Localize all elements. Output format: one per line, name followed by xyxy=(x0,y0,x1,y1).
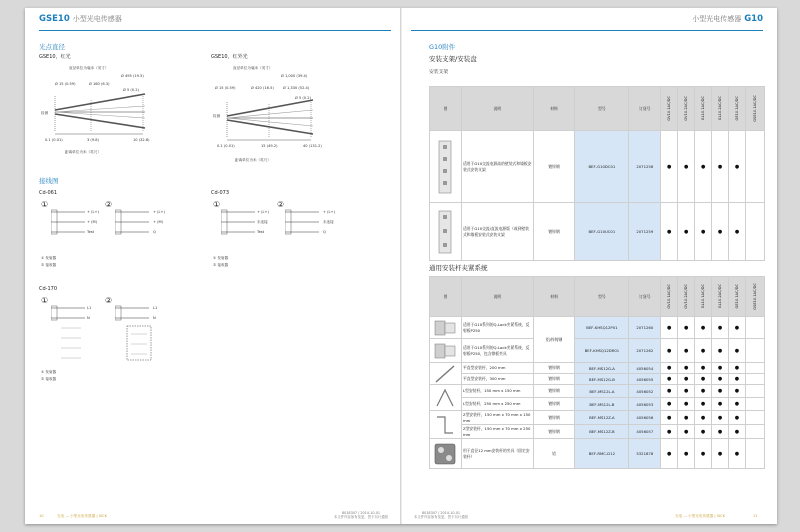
table2-variant-6-label: GSE10.1AC/DC xyxy=(752,282,757,310)
table1-row2-order: 2071259 xyxy=(629,203,661,261)
beam-b-dist-3: 40 (131.2) xyxy=(303,144,322,148)
wiring-cd061-d2-c: Q xyxy=(153,230,156,234)
table2-row4-dot-6 xyxy=(745,374,764,385)
table2-row7-order: 4056056 xyxy=(629,411,661,425)
table1-variant-2 xyxy=(678,87,695,131)
table2-variant-6 xyxy=(745,277,764,317)
table1-row1-dot-1: ● xyxy=(661,131,678,203)
table2-row9-image xyxy=(430,439,462,469)
table1-row1-dot-6 xyxy=(746,131,765,203)
beam-diagram-a-label: GSE10，红光 xyxy=(39,54,71,60)
wiring-cd170-d2-b: N xyxy=(153,316,156,320)
beam-a-value-1: Ø 15 (0.59) xyxy=(55,82,76,86)
table1-variant-6 xyxy=(746,87,765,131)
wiring-cd061-d1-b: + (M) xyxy=(87,220,98,224)
beam-a-dist-3: 10 (32.8) xyxy=(133,138,150,142)
table2-row9-dot-2: ● xyxy=(678,439,695,469)
table2-row4-desc: 平直型安装杆，300 mm xyxy=(461,374,533,385)
table2-row4-dot-1: ● xyxy=(661,374,678,385)
table2-row5-dot-4: ● xyxy=(712,385,729,398)
table1-variant-4 xyxy=(712,87,729,131)
table2-variant-3-label: GL10.1AC/DC xyxy=(701,283,706,309)
qlock-clamp-image-1 xyxy=(433,319,457,337)
table-row xyxy=(430,131,765,203)
right-footer-center-line2: 本文件内容如有变更，恕不另行通知 xyxy=(413,515,469,520)
qlock-clamp-image-2 xyxy=(433,342,457,360)
table2-row8-dot-2: ● xyxy=(678,425,695,439)
table1-variant-4-label: GL10.2AC/DC xyxy=(718,95,723,121)
beam-b-value-5: Ø 5 (0.2) xyxy=(295,96,311,100)
wiring-cd061-d2-b: + (M) xyxy=(153,220,164,224)
left-footer-center-line1: 8018307 / 2014-10-01 xyxy=(341,511,381,515)
right-footer-center xyxy=(401,511,481,520)
table1-row1-type: BEF-G10DC01 xyxy=(575,131,629,203)
wiring-cd170-diagram-1 xyxy=(51,304,91,368)
beam-diagram-a xyxy=(47,92,147,138)
wiring-cd170-legend-2: ② 接收器 xyxy=(41,377,57,381)
beam-a-dist-2: 3 (9.8) xyxy=(87,138,99,142)
table2-row3-dot-5: ● xyxy=(729,363,746,374)
left-footer-product-text: 光电 — 小型光电传感器 | SICK xyxy=(57,514,107,518)
right-footer-center-line1: 8018307 / 2014-10-01 xyxy=(421,511,461,515)
table2-row6-order: 4056053 xyxy=(629,398,661,411)
beam-a-bottom-caption: 距离单位为米（英尺） xyxy=(65,150,101,154)
table2-row5-dot-1: ● xyxy=(661,385,678,398)
table2-row3-order: 4056054 xyxy=(629,363,661,374)
l-rod-image xyxy=(433,386,457,410)
table2-row2-dot-6 xyxy=(745,339,764,363)
table2-row1-dot-4: ● xyxy=(712,317,729,339)
table1-row2-dot-5: ● xyxy=(729,203,746,261)
table2-row9-dot-3: ● xyxy=(695,439,712,469)
straight-rod-image xyxy=(433,364,457,384)
table2-row7-desc: Z型安装杆，150 mm x 70 mm x 150 mm xyxy=(461,411,533,425)
wiring-code-cd170: Cd-170 xyxy=(39,286,58,292)
table2-row7-dot-5: ● xyxy=(729,411,746,425)
table1-col-desc: 说明 xyxy=(461,87,533,131)
table1-variant-5 xyxy=(729,87,746,131)
table1-variant-3-label: GL10.1AC/DC xyxy=(701,95,706,121)
wiring-cd073-legend-2: ② 接收器 xyxy=(213,263,229,267)
table1-col-image: 图 xyxy=(430,87,462,131)
table2-row8-dot-4: ● xyxy=(712,425,729,439)
table-row xyxy=(430,339,765,363)
table-row xyxy=(430,203,765,261)
right-header-subtitle: 小型光电传感器 xyxy=(692,15,742,23)
table1-row2-dot-1: ● xyxy=(661,203,678,261)
table-row xyxy=(430,411,765,425)
section1-title: 安装支架/安装盘 xyxy=(429,55,477,63)
right-header-code: G10 xyxy=(744,14,763,24)
beam-b-dist-2: 15 (49.2) xyxy=(261,144,278,148)
table2-row1-dot-2: ● xyxy=(678,317,695,339)
table2-variant-3 xyxy=(695,277,712,317)
table2-row2-dot-2: ● xyxy=(678,339,695,363)
wiring-cd073-d2-c: Q xyxy=(323,230,326,234)
beam-a-value-3: Ø 495 (19.5) xyxy=(121,74,144,78)
wiring-code-cd061: Cd-061 xyxy=(39,190,58,196)
table2-col-material: 材料 xyxy=(533,277,575,317)
table2-row8-type: BEF-MS12Z-B xyxy=(575,425,629,439)
table1-row1-dot-5: ● xyxy=(729,131,746,203)
table2-row8-desc: Z型安装杆，150 mm x 70 mm x 250 mm xyxy=(461,425,533,439)
table1-row2-dot-2: ● xyxy=(678,203,695,261)
wiring-cd061-diagram-2 xyxy=(115,208,155,242)
right-footer-product-text: 光电 — 小型光电传感器 | SICK xyxy=(675,514,725,518)
accessories-label: G10附件 xyxy=(429,43,456,51)
table2-row2-dot-4: ● xyxy=(712,339,729,363)
table2-row5-dot-3: ● xyxy=(695,385,712,398)
beam-diagram-b xyxy=(219,98,315,144)
beam-section-title: 光点直径 xyxy=(39,43,65,51)
table1-row1-dot-3: ● xyxy=(695,131,712,203)
left-footer-center-line2: 本文件内容如有变更，恕不另行通知 xyxy=(333,515,389,520)
left-footer-page-number: 10 xyxy=(39,514,44,518)
table2-row6-desc: L型安装杆，250 mm x 250 mm xyxy=(461,398,533,411)
left-page xyxy=(25,8,401,524)
rod-clamp-image xyxy=(432,441,458,467)
table1-variant-1-label: GV10.1AC/DC xyxy=(667,95,672,121)
table1-row1-image xyxy=(430,131,462,203)
wiring-cd170-num1: ① xyxy=(41,296,49,305)
table2-rod-straight-image xyxy=(430,363,462,385)
beam-a-value-2: Ø 160 (6.3) xyxy=(89,82,110,86)
table2-row7-dot-2: ● xyxy=(678,411,695,425)
table2-row1-order: 2071260 xyxy=(629,317,661,339)
right-header-rule xyxy=(411,30,763,31)
wiring-cd073-d2-a: + (L+) xyxy=(323,210,335,214)
wiring-cd061-legend-1: ① 发射器 xyxy=(41,256,57,260)
table2-row4-dot-4: ● xyxy=(712,374,729,385)
right-footer-page-number: 11 xyxy=(753,514,758,518)
catalog-spread xyxy=(25,8,777,524)
table-row xyxy=(430,385,765,398)
table2-col-type: 型号 xyxy=(575,277,629,317)
wiring-cd061-d1-c: Test xyxy=(87,230,95,234)
table2-row5-material: 镀锌钢 xyxy=(533,385,575,398)
table2-row5-dot-6 xyxy=(745,385,764,398)
table2-row9-desc: 用于直径12 mm安装杆的夹具（固定安装杆） xyxy=(461,439,533,469)
beam-b-dist-1: 0.1 (0.01) xyxy=(217,144,235,148)
table1-col-order: 订货号 xyxy=(629,87,661,131)
table2-row6-dot-1: ● xyxy=(661,398,678,411)
table2-row6-material: 镀锌钢 xyxy=(533,398,575,411)
table2-row2-dot-5: ● xyxy=(729,339,746,363)
table2-variant-5-label: GE10.1AC/DC xyxy=(734,283,739,309)
table2-variant-4 xyxy=(712,277,729,317)
right-header xyxy=(692,14,763,28)
table2-row8-dot-3: ● xyxy=(695,425,712,439)
table2-row9-dot-6 xyxy=(745,439,764,469)
beam-b-bottom-caption: 距离单位为米（英尺） xyxy=(235,158,271,162)
table2-row8-order: 4056057 xyxy=(629,425,661,439)
wiring-cd073-diagram-1 xyxy=(221,208,261,242)
table2-row5-dot-5: ● xyxy=(729,385,746,398)
table1-row1-desc: 适用于G10交流电源高的壁装式和墙板安装式安装支架 xyxy=(461,131,533,203)
table2-col-order: 订货号 xyxy=(629,277,661,317)
wiring-cd170-d1-a: L1 xyxy=(87,306,92,310)
table2-row3-dot-6 xyxy=(745,363,764,374)
wiring-cd170-diagram-2 xyxy=(115,304,159,368)
wiring-cd073-num1: ① xyxy=(213,200,221,209)
table2-variant-2 xyxy=(678,277,695,317)
table2-row9-dot-1: ● xyxy=(661,439,678,469)
table2-row1-dot-1: ● xyxy=(661,317,678,339)
table2-row4-type: BEF-MS12G-B xyxy=(575,374,629,385)
wiring-cd061-diagram-1 xyxy=(51,208,91,242)
table2-row5-order: 4056052 xyxy=(629,385,661,398)
mounting-bracket-table xyxy=(429,86,765,261)
table1-row1-order: 2071256 xyxy=(629,131,661,203)
wiring-cd061-legend-2: ② 接收器 xyxy=(41,263,57,267)
table2-row8-material: 镀锌钢 xyxy=(533,425,575,439)
beam-b-value-4: Ø 1,330 (52.4) xyxy=(283,86,310,90)
table1-variant-3 xyxy=(695,87,712,131)
wiring-cd061-num2: ② xyxy=(105,200,113,209)
table2-row3-dot-3: ● xyxy=(695,363,712,374)
beam-diagram-b-label: GSE10，红外光 xyxy=(211,54,248,60)
table2-variant-5 xyxy=(729,277,746,317)
table2-row4-dot-3: ● xyxy=(695,374,712,385)
table2-row7-dot-4: ● xyxy=(712,411,729,425)
beam-b-value-2: Ø 15 (0.59) xyxy=(215,86,236,90)
table1-row2-desc: 适用于G10交流/直流电源版（或到壁装式和墙板安装式安装支架 xyxy=(461,203,533,261)
wiring-cd073-num2: ② xyxy=(277,200,285,209)
table2-row8-dot-1: ● xyxy=(661,425,678,439)
table2-row6-type: BEF-MS12L-B xyxy=(575,398,629,411)
table2-row9-dot-5: ● xyxy=(729,439,746,469)
wiring-code-cd073: Cd-073 xyxy=(211,190,230,196)
wiring-cd061-d1-a: + (L+) xyxy=(87,210,99,214)
table2-row4-dot-2: ● xyxy=(678,374,695,385)
right-page xyxy=(401,8,777,524)
table1-variant-6-label: GSE10.1AC/DC xyxy=(753,94,758,122)
table1-row1-dot-4: ● xyxy=(712,131,729,203)
table2-row2-dot-3: ● xyxy=(695,339,712,363)
table2-row9-dot-4: ● xyxy=(712,439,729,469)
table2-row7-dot-1: ● xyxy=(661,411,678,425)
table2-row3-dot-2: ● xyxy=(678,363,695,374)
wiring-cd170-legend-1: ① 发射器 xyxy=(41,370,57,374)
table2-row8-dot-6 xyxy=(745,425,764,439)
beam-b-value-3: Ø 420 (16.5) xyxy=(251,86,274,90)
table2-row4-order: 4056055 xyxy=(629,374,661,385)
table-row xyxy=(430,363,765,374)
table2-row2-dot-1: ● xyxy=(661,339,678,363)
section2-title: 通用安装杆夹紧系统 xyxy=(429,264,488,272)
table2-row4-dot-5: ● xyxy=(729,374,746,385)
wiring-cd073-diagram-2 xyxy=(285,208,325,242)
bracket-image-2 xyxy=(435,209,455,255)
table2-row5-dot-2: ● xyxy=(678,385,695,398)
table1-row2-image xyxy=(430,203,462,261)
table2-row7-type: BEF-MS12Z-A xyxy=(575,411,629,425)
table1-col-material: 材料 xyxy=(533,87,575,131)
table-row xyxy=(430,398,765,411)
left-header-rule xyxy=(39,30,391,31)
table1-row2-dot-6 xyxy=(746,203,765,261)
z-rod-image xyxy=(433,413,457,437)
table2-row2-desc: 适用于G10系列的Q-Lock夹紧系统，反射板P250，包含撑板夹具 xyxy=(461,339,533,363)
beam-b-value-1: Ø 1,000 (39.4) xyxy=(281,74,308,78)
table2-row3-material: 镀锌钢 xyxy=(533,363,575,374)
wiring-cd073-d2-b: 未连接 xyxy=(323,220,334,224)
table2-variant-2-label: GV10.2AC/DC xyxy=(684,283,689,309)
table2-row1-dot-5: ● xyxy=(729,317,746,339)
table2-row2-type: BEF-KHSQ12DR01 xyxy=(575,339,629,363)
table2-row3-type: BEF-MS12G-A xyxy=(575,363,629,374)
table1-row1-dot-2: ● xyxy=(678,131,695,203)
table2-row7-dot-6 xyxy=(745,411,764,425)
table2-row3-dot-1: ● xyxy=(661,363,678,374)
table-row xyxy=(430,317,765,339)
table2-col-image: 图 xyxy=(430,277,462,317)
beam-a-value-4: Ø 5 (0.2) xyxy=(123,88,139,92)
beam-a-axis-label: 检测 xyxy=(41,111,49,115)
table1-row2-dot-4: ● xyxy=(712,203,729,261)
bracket-image-1 xyxy=(435,139,455,195)
table-row xyxy=(430,374,765,385)
table2-row4-material: 镀锌钢 xyxy=(533,374,575,385)
table2-row5-type: BEF-MS12L-A xyxy=(575,385,629,398)
beam-diagram-b-top-caption: 直径单位为毫米（英寸） xyxy=(233,66,273,70)
beam-b-axis-label: 检测 xyxy=(213,114,221,118)
beam-a-dist-1: 0.1 (0.01) xyxy=(45,138,63,142)
table1-variant-5-label: GE10.1AC/DC xyxy=(735,95,740,121)
table2-row6-dot-4: ● xyxy=(712,398,729,411)
table1-variant-2-label: GV10.2AC/DC xyxy=(684,95,689,121)
wiring-cd170-num2: ② xyxy=(105,296,113,305)
table2-variant-4-label: GL10.2AC/DC xyxy=(718,283,723,309)
left-header xyxy=(39,14,122,28)
table2-row2-image xyxy=(430,339,462,363)
table2-row6-dot-3: ● xyxy=(695,398,712,411)
table2-row6-dot-2: ● xyxy=(678,398,695,411)
table2-row6-dot-5: ● xyxy=(729,398,746,411)
table2-row3-dot-4: ● xyxy=(712,363,729,374)
wiring-cd073-d1-c: Test xyxy=(257,230,265,234)
table2-row9-material: 铝 xyxy=(533,439,575,469)
table2-row1-image xyxy=(430,317,462,339)
table2-rod-z-image xyxy=(430,411,462,439)
table2-row3-desc: 平直型安装杆，200 mm xyxy=(461,363,533,374)
table2-row2-order: 2071262 xyxy=(629,339,661,363)
beam-diagram-a-top-caption: 直径单位为毫米（英寸） xyxy=(69,66,109,70)
table1-variant-1 xyxy=(661,87,678,131)
table2-variant-1-label: GV10.1AC/DC xyxy=(667,283,672,309)
clamp-system-table xyxy=(429,276,765,469)
wiring-cd170-d2-a: L1 xyxy=(153,306,158,310)
wiring-section-title: 接线图 xyxy=(39,177,59,185)
table1-row1-material: 镀锌钢 xyxy=(533,131,575,203)
table2-shared-material: 铝/锌铸钢 xyxy=(533,317,575,363)
table1-row2-type: BEF-G10UC01 xyxy=(575,203,629,261)
wiring-cd170-d1-b: N xyxy=(87,316,90,320)
wiring-cd061-num1: ① xyxy=(41,200,49,209)
wiring-cd073-legend-1: ① 发射器 xyxy=(213,256,229,260)
left-header-code: GSE10 xyxy=(39,14,70,24)
table1-col-type: 型号 xyxy=(575,87,629,131)
table2-row5-desc: L型安装杆，150 mm x 150 mm xyxy=(461,385,533,398)
table-row xyxy=(430,439,765,469)
table-row xyxy=(430,425,765,439)
table2-col-desc: 说明 xyxy=(461,277,533,317)
table2-row9-order: 5321878 xyxy=(629,439,661,469)
table2-row6-dot-6 xyxy=(745,398,764,411)
table1-row2-material: 镀锌钢 xyxy=(533,203,575,261)
table2-row8-dot-5: ● xyxy=(729,425,746,439)
left-header-subtitle: 小型光电传感器 xyxy=(72,15,122,23)
table2-row7-material: 镀锌钢 xyxy=(533,411,575,425)
table2-row7-dot-3: ● xyxy=(695,411,712,425)
table2-row1-dot-6 xyxy=(745,317,764,339)
table2-row9-type: BEF-RMC-D12 xyxy=(575,439,629,469)
table2-variant-1 xyxy=(661,277,678,317)
table2-rod-l-image xyxy=(430,385,462,411)
table2-header-row xyxy=(430,277,765,317)
table1-row2-dot-3: ● xyxy=(695,203,712,261)
section1-subtitle: 安装支架 xyxy=(429,70,449,75)
table2-row1-type: BEF-KHSQ12P01 xyxy=(575,317,629,339)
table2-row1-desc: 适用于G10系列的Q-Lock夹紧系统，反射板P250 xyxy=(461,317,533,339)
wiring-cd061-d2-a: + (L+) xyxy=(153,210,165,214)
wiring-cd073-d1-a: + (L+) xyxy=(257,210,269,214)
table2-row1-dot-3: ● xyxy=(695,317,712,339)
wiring-cd073-d1-b: 未连接 xyxy=(257,220,268,224)
table1-header-row xyxy=(430,87,765,131)
left-footer-center xyxy=(321,511,401,520)
